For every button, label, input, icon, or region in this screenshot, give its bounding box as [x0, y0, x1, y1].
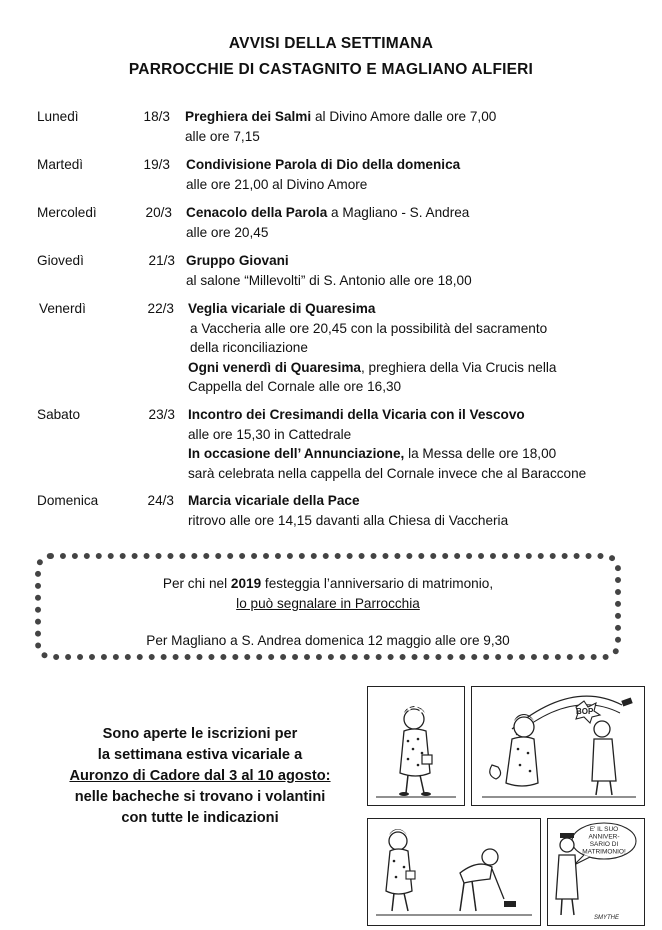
event-detail: , preghiera della Via Crucis nella [361, 359, 557, 375]
date-label: 23/3 [148, 407, 175, 422]
event-detail: al Divino Amore dalle ore 7,00 [311, 109, 497, 124]
event-detail: alle ore 21,00 al Divino Amore [186, 176, 368, 192]
notice-line-1 [35, 576, 621, 591]
promo-line: la settimana estiva vicariale a [97, 747, 303, 763]
date-label: 18/3 [143, 109, 170, 124]
speech-bubble-line: MATRIMONIO! [582, 848, 626, 856]
day-label: Martedì [37, 157, 84, 172]
event-text [188, 405, 586, 483]
cartoon-woman-hitting-man-illustration [472, 687, 644, 805]
day-label: Domenica [37, 493, 99, 508]
day-label: Venerdì [39, 301, 86, 316]
comic-panel-2 [471, 686, 645, 806]
day-label: Lunedì [37, 109, 79, 124]
event-text [186, 203, 469, 242]
notice-text: festeggia l’anniversario di matrimonio, [261, 576, 494, 591]
notice-line-3: Per Magliano a S. Andrea domenica 12 maggio alle ore 9,30 [146, 633, 510, 648]
event-text [186, 155, 460, 194]
notice-line-2 [35, 596, 621, 611]
event-detail: alle ore 15,30 in Cattedrale [188, 426, 352, 442]
event-title: Ogni venerdì di Quaresima [188, 359, 361, 375]
event-detail: al salone “Millevolti” di S. Antonio alle ore 18,00 [186, 272, 472, 288]
promo-line: Sono aperte le iscrizioni per [102, 726, 298, 742]
event-title: Veglia vicariale di Quaresima [188, 301, 376, 316]
event-title: Condivisione Parola di Dio della domenica [186, 157, 461, 172]
event-detail: Cappella del Cornale alle ore 16,30 [188, 379, 402, 394]
date-label: 19/3 [143, 157, 170, 172]
day-label: Sabato [37, 407, 81, 422]
speech-bubble-line: ANNIVER- [588, 833, 620, 841]
cartoon-woman-walking-illustration [368, 687, 464, 805]
promo-line: Auronzo di Cadore dal 3 al 10 agosto: [69, 768, 331, 784]
event-title: Cenacolo della Parola [186, 205, 328, 220]
comic-signature: SMYTHE [594, 915, 620, 921]
page-subtitle: PARROCCHIE DI CASTAGNITO E MAGLIANO ALFIERI [128, 61, 534, 78]
speech-bubble-line: E' IL SUO [589, 826, 619, 833]
comic-panel-1 [367, 686, 465, 806]
event-detail: sarà celebrata nella cappella del Cornale invece che al Baraccone [188, 465, 587, 481]
date-label: 20/3 [145, 205, 172, 220]
date-label: 22/3 [147, 301, 174, 316]
event-title: Incontro dei Cresimandi della Vicaria con il Vescovo [188, 407, 525, 422]
promo-line: nelle bacheche si trovano i volantini [74, 789, 326, 805]
event-detail: alle ore 7,15 [185, 128, 260, 144]
date-label: 21/3 [148, 253, 175, 268]
summer-week-promo [40, 724, 360, 829]
event-detail: la Messa delle ore 18,00 [404, 446, 557, 461]
event-text [188, 299, 556, 397]
day-label: Giovedì [37, 253, 84, 268]
promo-line: con tutte le indicazioni [121, 810, 279, 826]
event-detail: della riconciliazione [190, 340, 308, 355]
event-title: In occasione dell’ Annunciazione, [188, 446, 405, 461]
comic-panel-3 [367, 818, 541, 926]
speech-bubble-line: SARIO DI [589, 841, 619, 848]
event-text [186, 251, 472, 290]
cartoon-man-speech-illustration [548, 819, 644, 925]
page-title: AVVISI DELLA SETTIMANA [228, 35, 434, 52]
comic-panel-4 [547, 818, 645, 926]
comic-sfx-text: BOP [576, 707, 594, 716]
event-detail: alle ore 20,45 [186, 224, 269, 240]
event-detail: a Magliano - S. Andrea [327, 205, 470, 220]
event-title: Marcia vicariale della Pace [188, 493, 360, 508]
event-text [188, 491, 508, 530]
event-title: Preghiera dei Salmi [185, 109, 312, 124]
notice-text: lo può segnalare in Parrocchia [236, 596, 420, 611]
day-label: Mercoledì [37, 205, 97, 220]
event-title: Gruppo Giovani [186, 253, 289, 268]
date-label: 24/3 [147, 493, 174, 508]
notice-year: 2019 [230, 576, 262, 591]
event-text [185, 107, 496, 146]
cartoon-man-picking-hat-illustration [368, 819, 540, 925]
event-detail: a Vaccheria alle ore 20,45 con la possibilità del sacramento [190, 320, 548, 336]
notice-text: Per chi nel [162, 576, 231, 591]
event-detail: ritrovo alle ore 14,15 davanti alla Chiesa di Vaccheria [188, 512, 509, 528]
